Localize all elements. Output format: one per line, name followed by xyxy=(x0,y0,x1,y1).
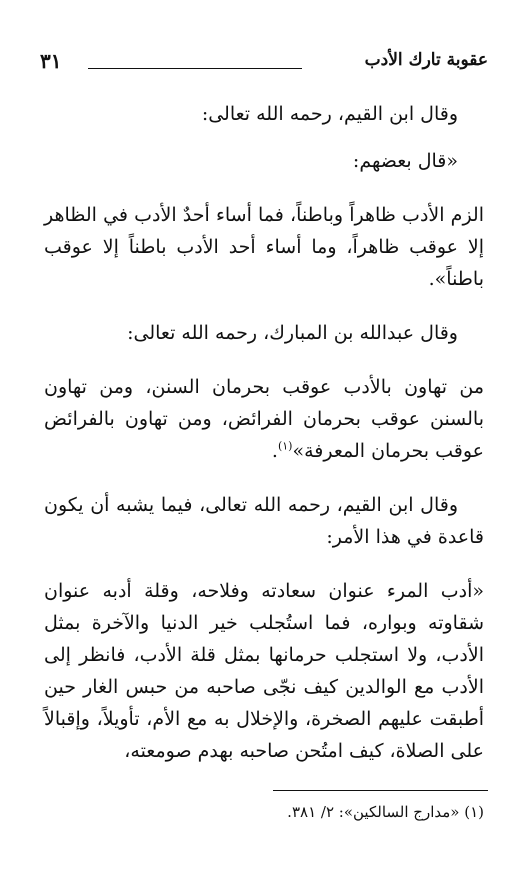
paragraph-intro-ibn-mubarak: وقال عبدالله بن المبارك، رحمه الله تعالى: xyxy=(127,322,458,344)
paragraph-intro-ibn-qayyim: وقال ابن القيم، رحمه الله تعالى: xyxy=(201,103,458,125)
paragraph-ibn-mubarak-quote xyxy=(44,371,484,467)
page-body xyxy=(44,98,484,782)
page-number: ٣١ xyxy=(40,49,62,73)
footnote-rule xyxy=(273,790,488,791)
paragraph-adab-quote: «أدب المرء عنوان سعادته وفلاحه، وقلة أدبه عنوان شقاوته وبواره، فما استُجلب خير الدنيا والآخرة بمثل الأدب، ولا استجلب حرمانها بمثل قلة الأدب، فانظر إلى الأدب مع الوالدين كيف نجّى صاحبه من حبس الغار حين أطبقت عليهم الصخرة، والإخلال به مع الأم، تأويلاً، وإقبالاً على الصلاة، كيف امتُحن صاحبه بهدم صومعته، xyxy=(44,580,484,762)
quote-end-period: . xyxy=(271,440,278,462)
quote-text: من تهاون بالأدب عوقب بحرمان السنن، ومن تهاون بالسنن عوقب بحرمان الفرائض، ومن تهاون بالفرائض عوقب بحرمان المعرفة» xyxy=(44,376,484,462)
header-rule xyxy=(88,68,302,69)
running-title: عقوبة تارك الأدب xyxy=(364,50,488,70)
paragraph-intro-rule: وقال ابن القيم، رحمه الله تعالى، فيما يشبه أن يكون قاعدة في هذا الأمر: xyxy=(44,494,484,548)
footnote-marker[interactable]: (١) xyxy=(277,439,293,453)
page-header xyxy=(40,50,488,78)
footnote: (١) «مدارج السالكين»: ٢/ ٣٨١. xyxy=(287,803,484,821)
paragraph-quote: الزم الأدب ظاهراً وباطناً، فما أساء أحدٌ الأدب في الظاهر إلا عوقب ظاهراً، وما أساء أحد الأدب باطناً إلا عوقب باطناً». xyxy=(44,204,484,290)
paragraph-quote-intro: «قال بعضهم: xyxy=(352,150,458,172)
